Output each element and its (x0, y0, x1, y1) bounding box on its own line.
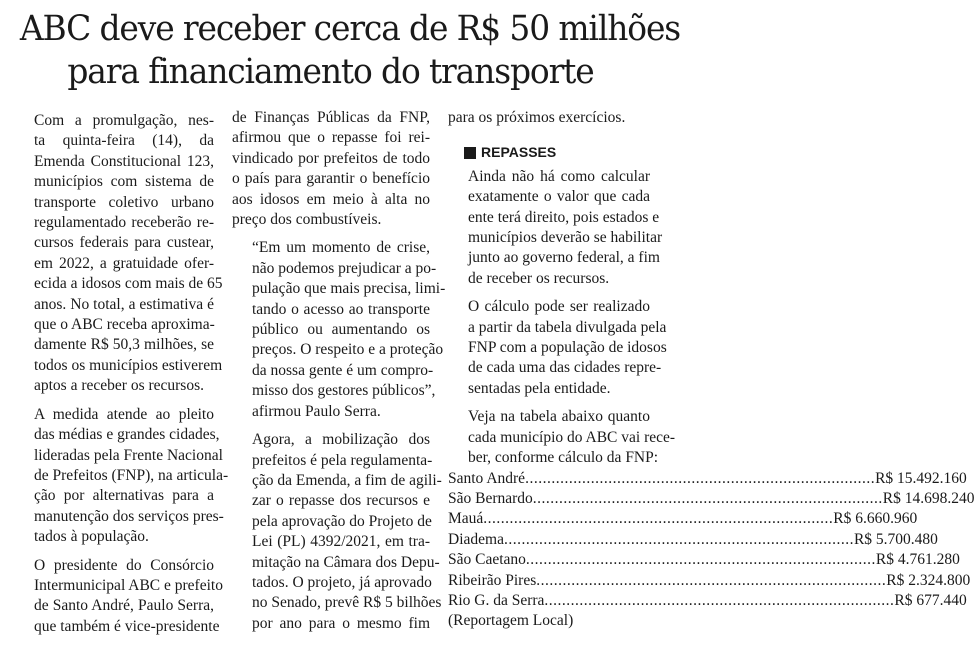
col1-paragraph-2 (14, 405, 229, 548)
municipality-name: Diadema (448, 530, 504, 548)
municipality-name: Ribeirão Pires (448, 571, 537, 589)
text-line: regulamentado receberão re- (34, 214, 214, 232)
text-line: pela aprovação do Projeto de (252, 512, 432, 530)
text-line: de cada uma das cidades repre- (468, 359, 662, 377)
text-line: mitação na Câmara dos Depu- (252, 553, 440, 571)
text-line: anos. No total, a estimativa é (34, 295, 214, 313)
text-line: de receber os recursos. (468, 269, 610, 287)
municipality-name: Rio G. da Serra (448, 591, 545, 609)
table-row (448, 591, 967, 611)
text-line: exatamente o valor que cada (468, 188, 650, 206)
text-line: Agora, a mobilização dos (252, 431, 430, 449)
table-row (448, 530, 938, 550)
credit-line: (Reportagem Local) (448, 612, 574, 630)
headline (19, 8, 681, 94)
text-line: manutenção dos serviços pres- (34, 507, 224, 525)
text-line: o país para garantir o benefício (232, 170, 430, 188)
text-line: aos idosos em meio à alta no (232, 190, 430, 208)
text-line: para os próximos exercícios. (448, 109, 626, 126)
text-line: ta quinta-feira (14), da (34, 132, 214, 150)
text-line: cada município do ABC vai rece- (468, 428, 676, 446)
square-bullet-icon (464, 147, 476, 159)
text-line: público ou aumentando os (252, 321, 430, 339)
repasse-value: R$ 14.698.240 (882, 489, 975, 507)
text-line: municípios deverão se habilitar (468, 229, 663, 247)
dot-leader: ................................................................................ (503, 530, 854, 548)
col1-paragraph-3 (14, 556, 223, 638)
municipality-name: São Bernardo (448, 489, 533, 507)
text-line: pulação que mais precisa, limi- (252, 280, 446, 298)
column-1 (14, 111, 229, 645)
text-line: de Prefeitos (FNP), na articula- (34, 466, 229, 484)
repasse-value: R$ 2.324.800 (886, 571, 971, 589)
text-line: transporte coletivo urbano (34, 193, 214, 211)
headline-line-1: ABC deve receber cerca de R$ 50 milhões (19, 9, 681, 49)
text-line: lideradas pela Frente Nacional (34, 446, 223, 464)
section-subhead (464, 142, 650, 162)
text-line: ção da Emenda, a fim de agili- (252, 471, 442, 489)
text-line: não podemos prejudicar a po- (252, 259, 437, 277)
col3-paragraph-3 (448, 407, 676, 468)
text-line: Emenda Constitucional 123, (34, 152, 214, 170)
repasse-value: R$ 4.761.280 (875, 551, 960, 569)
repasse-table (448, 469, 975, 612)
col1-paragraph-1 (14, 111, 223, 397)
text-line: da nossa gente é um compro- (252, 361, 434, 379)
table-row (448, 489, 975, 509)
table-row (448, 571, 971, 591)
dot-leader: ................................................................................ (525, 469, 876, 487)
text-line: vindicado por prefeitos de todo (232, 149, 430, 167)
text-line: afirmou que o repasse foi rei- (232, 129, 430, 147)
dot-leader: ................................................................................ (525, 551, 876, 569)
col3-paragraph-2 (448, 297, 667, 399)
text-line: tados. O projeto, já aprovado (252, 573, 432, 591)
col2-paragraph-1 (232, 108, 430, 230)
text-line: O cálculo pode ser realizado (468, 298, 650, 316)
column-3 (448, 108, 975, 632)
text-line: ção por alternativas para a (34, 487, 214, 505)
text-line: que também é vice-presidente (34, 617, 220, 635)
text-line: A medida atende ao pleito (34, 405, 214, 423)
text-line: de Finanças Públicas da FNP, (232, 109, 430, 126)
text-line: misso dos gestores públicos”, (252, 382, 436, 400)
col3-paragraph-1 (448, 167, 663, 289)
text-line: damente R$ 50,3 milhões, se (34, 336, 214, 354)
repasse-value: R$ 5.700.480 (853, 530, 938, 548)
table-row (448, 550, 960, 570)
text-line: em 2022, a gratuidade ofer- (34, 254, 214, 272)
text-line: ecida a idosos com mais de 65 (34, 275, 223, 293)
subhead-label: REPASSES (481, 144, 557, 161)
text-line: afirmou Paulo Serra. (252, 402, 381, 420)
text-line: das médias e grandes cidades, (34, 426, 220, 444)
column-2 (232, 108, 446, 642)
text-line: preço dos combustíveis. (232, 211, 382, 229)
text-line: Lei (PL) 4392/2021, em tra- (252, 533, 430, 551)
col2-paragraph-3 (232, 430, 442, 634)
col3-paragraph-0 (448, 108, 650, 128)
col2-paragraph-2 (232, 238, 446, 422)
text-line: a partir da tabela divulgada pela (468, 318, 667, 336)
text-line: todos os municípios estiverem (34, 356, 223, 374)
municipality-name: Mauá (448, 510, 484, 528)
dot-leader: ................................................................................ (532, 489, 883, 507)
text-line: O presidente do Consórcio (34, 556, 214, 574)
text-line: cursos federais para custear, (34, 234, 214, 252)
text-line: no Senado, prevê R$ 5 bilhões (252, 594, 442, 612)
repasse-value: R$ 6.660.960 (833, 510, 918, 528)
dot-leader: ................................................................................ (483, 510, 834, 528)
text-line: “Em um momento de crise, (252, 239, 430, 257)
text-line: zar o repasse dos recursos e (252, 492, 430, 510)
dot-leader: ................................................................................ (536, 571, 887, 589)
text-line: aptos a receber os recursos. (34, 377, 204, 395)
repasse-value: R$ 677.440 (894, 591, 967, 609)
text-line: preços. O respeito e a proteção (252, 341, 444, 359)
text-line: sentadas pela entidade. (468, 379, 611, 397)
text-line: de Santo André, Paulo Serra, (34, 597, 214, 615)
repasse-value: R$ 15.492.160 (875, 469, 967, 487)
municipality-name: Santo André (448, 469, 526, 487)
municipality-name: São Caetano (448, 551, 526, 569)
headline-line-2: para financiamento do transporte (67, 52, 594, 92)
text-line: junto ao governo federal, a fim (468, 249, 660, 267)
text-line: Com a promulgação, nes- (34, 112, 214, 129)
text-line: Ainda não há como calcular (468, 167, 650, 185)
text-line: Veja na tabela abaixo quanto (468, 408, 650, 426)
dot-leader: ................................................................................ (544, 591, 895, 609)
text-line: por ano para o mesmo fim (252, 614, 430, 632)
text-line: municípios com sistema de (34, 173, 214, 191)
text-line: tando o acesso ao transporte (252, 300, 430, 318)
text-line: que o ABC receba aproxima- (34, 316, 215, 334)
text-line: Intermunicipal ABC e prefeito (34, 576, 223, 594)
text-line: tados à população. (34, 528, 149, 546)
text-line: FNP com a população de idosos (468, 339, 667, 357)
text-line: ber, conforme cálculo da FNP: (468, 449, 659, 467)
text-line: ente terá direito, pois estados e (468, 208, 660, 226)
table-row (448, 469, 967, 489)
text-line: prefeitos é pela regulamenta- (252, 451, 433, 469)
table-row (448, 509, 918, 529)
